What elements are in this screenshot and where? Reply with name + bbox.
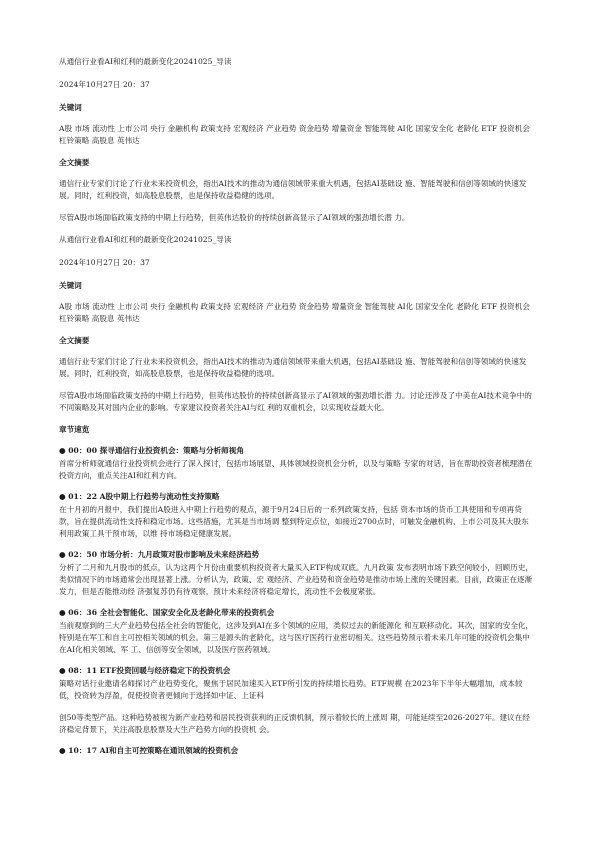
chapter-section xyxy=(59,549,536,598)
chapter-title: ● 00：00 探寻通信行业投资机会：策略与分析师视角 xyxy=(59,446,244,455)
chapter-body: 当前观察到的三大产业趋势包括全社会的智能化，这涉及到AI在多个领域的应用，类似过去的新能源化 和互联移动化。其次，国家的安全化，特别是在军工和自主可控相关领域的机会。第三是源头的老龄化，这与医疗医药行业密切相关。这些趋势预示着未来几年可能的投资机会集中在AI化相关领域、军 工、信创等安全领域，以及医疗医药领域。 xyxy=(59,621,534,654)
chapter-body: 分析了二月和九月股市的低点，认为这两个月份由重要机构投资者大量买入ETF构成双底。九月政策 发布表明市场下跌空间较小，回顾历史，类似情况下的市场通常会出现显著上涨。分析认为，政策、宏 观经济、产业趋势和资金趋势是推动市场上涨的关键因素。目前，政策正在逐渐发力，但是否能推动经 济强复苏仍有待观察，预计未来经济将稳定增长，流动性不会极度紧张。 xyxy=(59,563,533,596)
keywords-heading: 关键词 xyxy=(59,281,82,290)
chapter-body: 创50等类型产品。这种趋势被视为新产业趋势和居民投资获利的正反馈机制，预示着较长的上涨周 期，可能延续至2026-2027年。建议在经济稳定背景下，关注高股息股票及大生产趋势方向的投资机 会。 xyxy=(59,713,530,734)
chapter-title: ● 10：17 AI和自主可控策略在通讯领域的投资机会 xyxy=(59,746,239,755)
chapter-title: ● 01：22 A股中期上行趋势与流动性支持策略 xyxy=(59,492,220,501)
keywords-list: A股 市场 流动性 上市公司 央行 金融机构 政策支持 宏观经济 产业趋势 资金趋势 增量资金 智能驾驶 AI化 国家安全化 老龄化 ETF 投资机会 杠铃策略 高股息 英伟达 xyxy=(59,302,530,323)
chapter-section xyxy=(59,745,536,757)
chapter-section xyxy=(59,491,536,540)
summary-paragraph: 尽管A股市场面临政策支持的中期上行趋势，但英伟达股价的持续创新高显示了AI领域的强劲增长潜 力。讨论还涉及了中美在AI技术竞争中的不同策略及其对国内企业的影响。专家建议投资者关注AI与红 利的双重机会，以实现收益最大化。 xyxy=(59,391,532,412)
summary-paragraph: 通信行业专家们讨论了行业未来投资机会，指出AI技术的推动为通信领域带来重大机遇，包括AI基础设 施、智能驾驶和信创等领域的快速发展。同时，红利投资，如高股息股票，也是保持收益稳健的选项。 xyxy=(59,357,527,378)
chapters-heading: 章节速览 xyxy=(59,425,90,434)
chapter-title: ● 02：50 市场分析：九月政策对股市影响及未来经济趋势 xyxy=(59,550,260,559)
chapter-title: ● 06：36 全社会智能化、国家安全化及老龄化带来的投资机会 xyxy=(59,608,275,617)
chapter-body: 首席分析师就通信行业投资机会进行了深入探讨，包括市场展望、具体领域投资机会分析，以及与策略 专家的对话，旨在帮助投资者梳理潜在投资方向，重点关注AI和红利方向。 xyxy=(59,459,533,480)
chapter-section xyxy=(59,607,536,656)
document-date: 2024年10月27日 20：37 xyxy=(59,80,150,89)
chapter-body: 策略对话行业邀请名师探讨产业趋势变化，聚焦于居民加速买入ETF所引发的持续增长趋势。ETF规模 在2023年下半年大幅增加，成本较低，投资转为浮盈，促使投资者更倾向于选择如中证、上证科 xyxy=(59,679,523,700)
keywords-heading: 关键词 xyxy=(59,103,82,112)
chapter-section xyxy=(59,665,536,736)
chapter-section xyxy=(59,445,536,482)
summary-paragraph: 尽管A股市场面临政策支持的中期上行趋势，但英伟达股价的持续创新高显示了AI领域的强劲增长潜 力。 xyxy=(59,213,410,222)
chapter-title: ● 08：11 ETF投资回暖与经济稳定下的投资机会 xyxy=(59,666,231,675)
document-title: 从通信行业看AI和红利的最新变化20241025_导读 xyxy=(59,57,232,66)
summary-heading: 全文摘要 xyxy=(59,158,90,167)
document-date: 2024年10月27日 20：37 xyxy=(59,258,150,267)
keywords-list: A股 市场 流动性 上市公司 央行 金融机构 政策支持 宏观经济 产业趋势 资金趋势 增量资金 智能驾驶 AI化 国家安全化 老龄化 ETF 投资机会 杠铃策略 高股息 英伟达 xyxy=(59,124,530,145)
document-title: 从通信行业看AI和红利的最新变化20241025_导读 xyxy=(59,235,232,244)
summary-paragraph: 通信行业专家们讨论了行业未来投资机会，指出AI技术的推动为通信领域带来重大机遇，包括AI基础设 施、智能驾驶和信创等领域的快速发展。同时，红利投资，如高股息股票，也是保持收益稳健的选项。 xyxy=(59,179,527,200)
chapter-body: 在十月初的月报中，我们提出A股进入中期上行趋势的观点，源于9月24日后的一系列政策支持，包括 资本市场的货币工具使用和专项再贷款，旨在提供流动性支持和稳定市场。这些措施，尤其是当市场调 整到特定点位，如接近2700点时，可触发金融机构、上市公司及其大股东利用政策工具干预市场，以维 持市场稳定健康发展。 xyxy=(59,505,529,538)
summary-heading: 全文摘要 xyxy=(59,336,90,345)
